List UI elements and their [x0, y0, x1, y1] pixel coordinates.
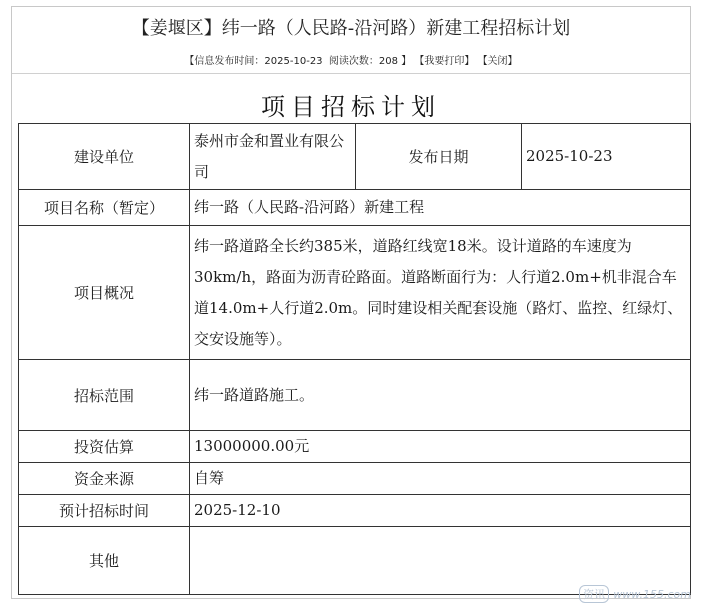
close-link[interactable]: 【关闭】: [477, 56, 518, 67]
read-count-label: 阅读次数：: [328, 56, 379, 67]
scope-label: 招标范围: [19, 360, 190, 431]
table-row: [19, 124, 691, 190]
watermark-logo: 资讯: [579, 585, 609, 603]
read-count: 208: [378, 56, 398, 67]
table-row: [19, 360, 691, 431]
bid-plan-table: [18, 123, 691, 595]
table-row: [19, 431, 691, 463]
fund-value: 自筹: [190, 463, 691, 495]
publish-time: 2025-10-23: [264, 56, 323, 67]
builder-label: 建设单位: [19, 124, 190, 190]
name-value: 纬一路（人民路-沿河路）新建工程: [190, 190, 691, 226]
investment-value: 13000000.00元: [190, 431, 691, 463]
section-title: 项目招标计划: [261, 93, 441, 121]
header-divider: [12, 73, 690, 74]
scope-value: 纬一路道路施工。: [190, 360, 691, 431]
meta-suffix: 】: [401, 56, 412, 67]
name-label: 项目名称（暂定）: [19, 190, 190, 226]
watermark-text: www.155.com: [613, 588, 691, 601]
watermark: [579, 585, 691, 603]
meta-line: [12, 52, 690, 67]
builder-value: 泰州市金和置业有限公司: [190, 124, 356, 190]
notice-frame: [11, 6, 691, 599]
time-value: 2025-12-10: [190, 495, 691, 527]
date-value: 2025-10-23: [522, 124, 691, 190]
other-label: 其他: [19, 527, 190, 595]
table-row: [19, 190, 691, 226]
overview-label: 项目概况: [19, 226, 190, 360]
meta-prefix: 【信息发布时间：: [184, 56, 265, 67]
date-label: 发布日期: [356, 124, 522, 190]
table-row: [19, 226, 691, 360]
overview-value: 纬一路道路全长约385米，道路红线宽18米。设计道路的车速度为30km/h，路面为沥青砼路面。道路断面行为：人行道2.0m+机非混合车道14.0m+人行道2.0m。同时建设相关配套设施（路灯、监控、红绿灯、交安设施等）。: [190, 226, 691, 360]
fund-label: 资金来源: [19, 463, 190, 495]
table-row: [19, 463, 691, 495]
time-label: 预计招标时间: [19, 495, 190, 527]
print-link[interactable]: 【我要打印】: [414, 56, 475, 67]
page-title: 【姜堰区】纬一路（人民路-沿河路）新建工程招标计划: [131, 18, 571, 39]
investment-label: 投资估算: [19, 431, 190, 463]
table-row: [19, 495, 691, 527]
